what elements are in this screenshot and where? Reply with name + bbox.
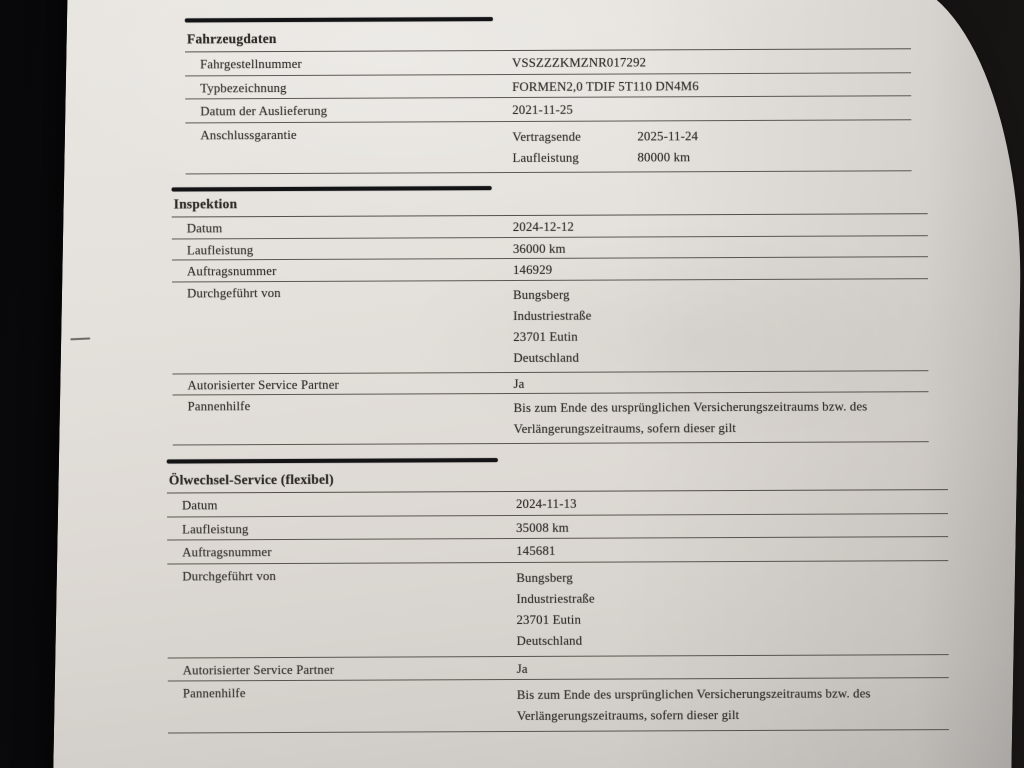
text-line: Bis zum Ende des ursprünglichen Versicherungszeitraums bzw. des <box>516 686 871 703</box>
field-label: Datum <box>186 221 223 236</box>
field-value: 2021-11-25 <box>512 102 574 118</box>
field-value-address <box>513 283 928 370</box>
field-row-service-partner <box>168 655 949 682</box>
field-label: Typbezeichnung <box>200 80 287 95</box>
subrow-laufleistung <box>512 146 911 169</box>
address-line: Bungsberg <box>513 287 570 302</box>
field-row-datum <box>167 490 948 517</box>
field-row-pannenhilfe <box>168 678 949 733</box>
section-title: Ölwechsel-Service (flexibel) <box>167 460 948 493</box>
field-value: Ja <box>516 661 528 676</box>
field-label: Anschlussgarantie <box>200 127 297 142</box>
field-subvalue: 80000 km <box>637 150 691 165</box>
address-line: Industriestraße <box>513 308 592 323</box>
field-label: Datum <box>181 498 218 513</box>
field-value-address <box>516 566 948 653</box>
field-label: Durchgeführt von <box>182 568 277 583</box>
field-value: 146929 <box>512 262 553 278</box>
field-label: Fahrgestellnummer <box>200 56 302 72</box>
address-line: Deutschland <box>516 634 583 649</box>
field-sublabel: Laufleistung <box>512 150 579 165</box>
address-line: Deutschland <box>513 351 580 366</box>
field-value: FORMEN2,0 TDIF 5T110 DN4M6 <box>512 78 699 94</box>
field-row-pannenhilfe <box>173 392 929 445</box>
field-label: Auftragsnummer <box>186 264 277 279</box>
field-row-auftragsnummer <box>167 537 948 564</box>
field-row-anschlussgarantie <box>185 120 911 175</box>
field-label: Laufleistung <box>182 521 249 536</box>
field-row-durchgefuehrt-von <box>167 561 948 659</box>
field-subrows <box>512 125 911 169</box>
field-row-fahrgestellnummer <box>185 49 911 76</box>
field-label: Durchgeführt von <box>187 285 281 300</box>
section-fahrzeugdaten <box>185 15 912 174</box>
field-row-typbezeichnung <box>185 73 911 100</box>
field-label: Autorisierter Service Partner <box>187 377 339 393</box>
section-title: Inspektion <box>172 188 928 217</box>
field-value: 36000 km <box>512 241 566 256</box>
field-value-text <box>514 396 929 440</box>
field-label: Datum der Auslieferung <box>200 103 328 119</box>
field-subvalue: 2025-11-24 <box>637 128 699 143</box>
field-row-durchgefuehrt-von <box>172 279 928 374</box>
text-line: Bis zum Ende des ursprünglichen Versicherungszeitraums bzw. des <box>513 399 868 416</box>
field-label: Laufleistung <box>186 242 254 257</box>
address-line: Bungsberg <box>516 570 573 585</box>
section-oelwechsel-service <box>167 456 949 733</box>
field-value: 2024-11-13 <box>515 496 577 511</box>
field-value-text <box>517 683 949 727</box>
field-value: 145681 <box>516 543 556 558</box>
field-label: Pannenhilfe <box>182 686 246 701</box>
address-line: 23701 Eutin <box>516 612 582 628</box>
field-value: VSSZZZKMZNR017292 <box>512 55 647 71</box>
address-line: Industriestraße <box>516 591 595 606</box>
field-row-auslieferung <box>185 96 911 123</box>
section-title: Fahrzeugdaten <box>185 19 911 52</box>
field-value: 35008 km <box>516 520 569 535</box>
subrow-vertragsende <box>512 125 911 148</box>
document-page <box>52 0 1024 768</box>
field-label: Autorisierter Service Partner <box>182 662 335 678</box>
field-value: Ja <box>513 376 525 391</box>
field-sublabel: Vertragsende <box>512 129 582 144</box>
field-row-laufleistung <box>167 514 948 541</box>
field-value: 2024-12-12 <box>512 219 575 235</box>
pencil-mark <box>70 337 90 340</box>
field-label: Pannenhilfe <box>187 399 251 414</box>
section-inspektion <box>172 184 929 445</box>
field-label: Auftragsnummer <box>182 545 272 560</box>
text-line: Verlängerungszeitraums, sofern dieser gilt <box>516 708 740 724</box>
text-line: Verlängerungszeitraums, sofern dieser gilt <box>513 421 737 437</box>
address-line: 23701 Eutin <box>513 329 578 345</box>
